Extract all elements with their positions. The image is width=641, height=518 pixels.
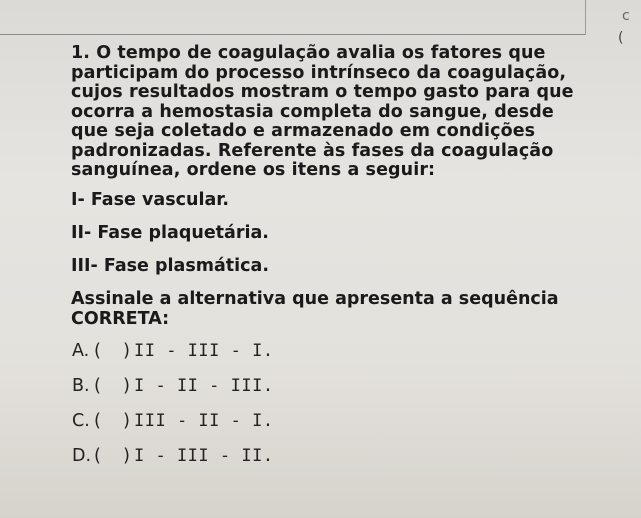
open-paren: ( bbox=[94, 445, 101, 466]
open-paren: ( bbox=[94, 410, 101, 431]
question-stem-line: 1. O tempo de coagulação avalia os fatores que bbox=[71, 43, 546, 63]
top-rule-line bbox=[0, 34, 585, 35]
close-paren: ) bbox=[123, 410, 130, 431]
option-letter: C. bbox=[72, 410, 90, 431]
close-paren: ) bbox=[123, 340, 130, 361]
option-sequence: I - III - II. bbox=[134, 445, 274, 466]
option-sequence: II - III - I. bbox=[134, 340, 274, 361]
answer-options bbox=[72, 341, 641, 466]
corner-mark-top: c bbox=[622, 8, 630, 24]
option-letter: D. bbox=[72, 445, 92, 466]
option-sequence: III - II - I. bbox=[134, 410, 274, 431]
option-a[interactable] bbox=[72, 341, 641, 361]
top-rule-vertical-line bbox=[585, 0, 586, 35]
option-c[interactable] bbox=[72, 411, 641, 431]
option-checkbox[interactable] bbox=[94, 411, 130, 431]
option-b[interactable] bbox=[72, 376, 641, 396]
question-stem-line: que seja coletado e armazenado em condições bbox=[71, 121, 536, 141]
option-checkbox[interactable] bbox=[94, 341, 130, 361]
option-checkbox[interactable] bbox=[94, 446, 130, 466]
item-vascular: I- Fase vascular. bbox=[71, 189, 230, 210]
option-letter: A. bbox=[72, 340, 90, 361]
option-letter: B. bbox=[72, 375, 90, 396]
open-paren: ( bbox=[94, 375, 101, 396]
question-stem-line: padronizadas. Referente às fases da coagulação bbox=[71, 140, 554, 161]
option-checkbox[interactable] bbox=[94, 376, 130, 396]
question-stem-line: participam do processo intrínseco da coagulação, bbox=[71, 62, 567, 83]
question-stem-line: cujos resultados mostram o tempo gasto para que bbox=[71, 82, 574, 102]
close-paren: ) bbox=[123, 375, 130, 396]
question-stem bbox=[71, 44, 641, 181]
item-plaquetaria: II- Fase plaquetária. bbox=[71, 222, 269, 243]
option-sequence: I - II - III. bbox=[134, 375, 274, 396]
item-plasmatica: III- Fase plasmática. bbox=[71, 255, 269, 276]
item-list bbox=[71, 190, 641, 276]
question-block bbox=[71, 44, 641, 481]
open-paren: ( bbox=[94, 340, 101, 361]
corner-mark-bottom: ( bbox=[618, 30, 624, 46]
option-d[interactable] bbox=[72, 446, 641, 466]
close-paren: ) bbox=[123, 445, 130, 466]
answer-prompt bbox=[71, 289, 641, 329]
question-stem-line: ocorra a hemostasia completa do sangue, desde bbox=[71, 101, 554, 122]
answer-prompt-line: CORRETA: bbox=[71, 308, 170, 329]
question-stem-line: sanguínea, ordene os itens a seguir: bbox=[71, 160, 436, 180]
answer-prompt-line: Assinale a alternativa que apresenta a sequência bbox=[71, 288, 559, 309]
